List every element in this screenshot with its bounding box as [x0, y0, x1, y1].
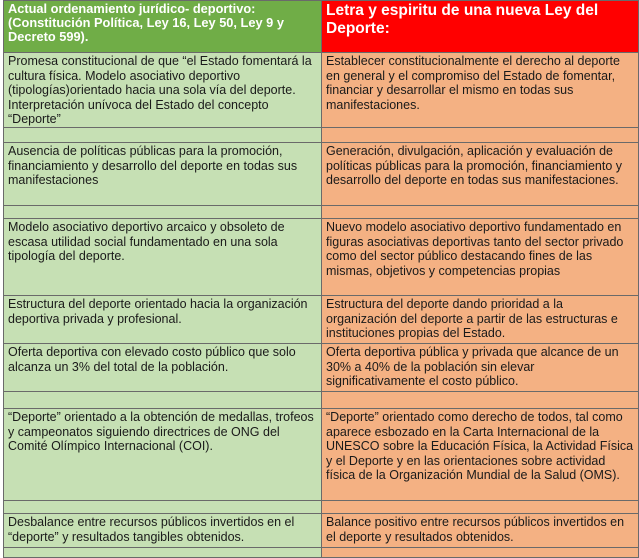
- spacer-cell-right: [322, 128, 639, 143]
- table-row: [4, 409, 639, 501]
- spacer-row: [4, 501, 639, 514]
- spacer-cell-left: [4, 128, 322, 143]
- proposal-cell: Nuevo modelo asociativo deportivo fundamentado en figuras asociativas deportivas tanto del sector privado como del sector público destacando fines de las mismas, objetivos y competencias propias: [322, 219, 639, 296]
- spacer-cell-right: [322, 501, 639, 514]
- proposal-cell: Generación, divulgación, aplicación y evaluación de políticas públicas para la promoción, financiamiento y desarrollo del deporte en todas sus manifestaciones.: [322, 143, 639, 206]
- proposal-cell: “Deporte” orientado como derecho de todos, tal como aparece esbozado en la Carta Internacional de la UNESCO sobre la Educación Física, la Actividad Física y el Deporte y en las orientaciones sobre actividad física de la Organización Mundial de la Salud (OMS).: [322, 409, 639, 501]
- spacer-cell-left: [4, 206, 322, 219]
- current-cell: Promesa constitucional de que “el Estado fomentará la cultura física. Modelo asociativo deportivo (tipologías)orientado hacia una sola vía del deporte. Interpretación unívoca del Estado del concepto “Deporte”: [4, 53, 322, 128]
- comparison-table-frame: [3, 0, 638, 550]
- current-cell: Oferta deportiva con elevado costo público que solo alcanza un 3% del total de la población.: [4, 344, 322, 392]
- spacer-cell-right: [322, 548, 639, 558]
- table-row: [4, 143, 639, 206]
- spacer-row: [4, 548, 639, 558]
- spacer-cell-left: [4, 392, 322, 409]
- spacer-cell-left: [4, 501, 322, 514]
- header-row: [4, 1, 639, 53]
- table-row: [4, 53, 639, 128]
- table-row: [4, 344, 639, 392]
- spacer-row: [4, 206, 639, 219]
- current-cell: Modelo asociativo deportivo arcaico y obsoleto de escasa utilidad social fundamentado en una sola tipología del deporte.: [4, 219, 322, 296]
- proposal-cell: Estructura del deporte dando prioridad a la organización del deporte a partir de las estructuras e instituciones propias del Estado.: [322, 296, 639, 344]
- header-new-sports-law: Letra y espiritu de una nueva Ley del Deporte:: [322, 1, 639, 53]
- spacer-cell-right: [322, 392, 639, 409]
- current-cell: “Deporte” orientado a la obtención de medallas, trofeos y campeonatos siguiendo directrices de ONG del Comité Olímpico Internacional (COI).: [4, 409, 322, 501]
- header-current-legal-framework: Actual ordenamiento jurídico- deportivo: (Constitución Política, Ley 16, Ley 50, Ley 9 y Decreto 599).: [4, 1, 322, 53]
- spacer-cell-left: [4, 548, 322, 558]
- table-row: [4, 296, 639, 344]
- comparison-table: [3, 0, 639, 558]
- table-row: [4, 514, 639, 548]
- proposal-cell: Establecer constitucionalmente el derecho al deporte en general y el compromiso del Estado de fomentar, financiar y desarrollar el mismo en todas sus manifestaciones.: [322, 53, 639, 128]
- current-cell: Desbalance entre recursos públicos invertidos en el “deporte” y resultados tangibles obtenidos.: [4, 514, 322, 548]
- table-row: [4, 219, 639, 296]
- spacer-cell-right: [322, 206, 639, 219]
- spacer-row: [4, 392, 639, 409]
- proposal-cell: Balance positivo entre recursos públicos invertidos en el deporte y resultados obtenidos.: [322, 514, 639, 548]
- current-cell: Estructura del deporte orientado hacia la organización deportiva privada y profesional.: [4, 296, 322, 344]
- proposal-cell: Oferta deportiva pública y privada que alcance de un 30% a 40% de la población sin elevar significativamente el costo público.: [322, 344, 639, 392]
- spacer-row: [4, 128, 639, 143]
- current-cell: Ausencia de políticas públicas para la promoción, financiamiento y desarrollo del deporte en todas sus manifestaciones: [4, 143, 322, 206]
